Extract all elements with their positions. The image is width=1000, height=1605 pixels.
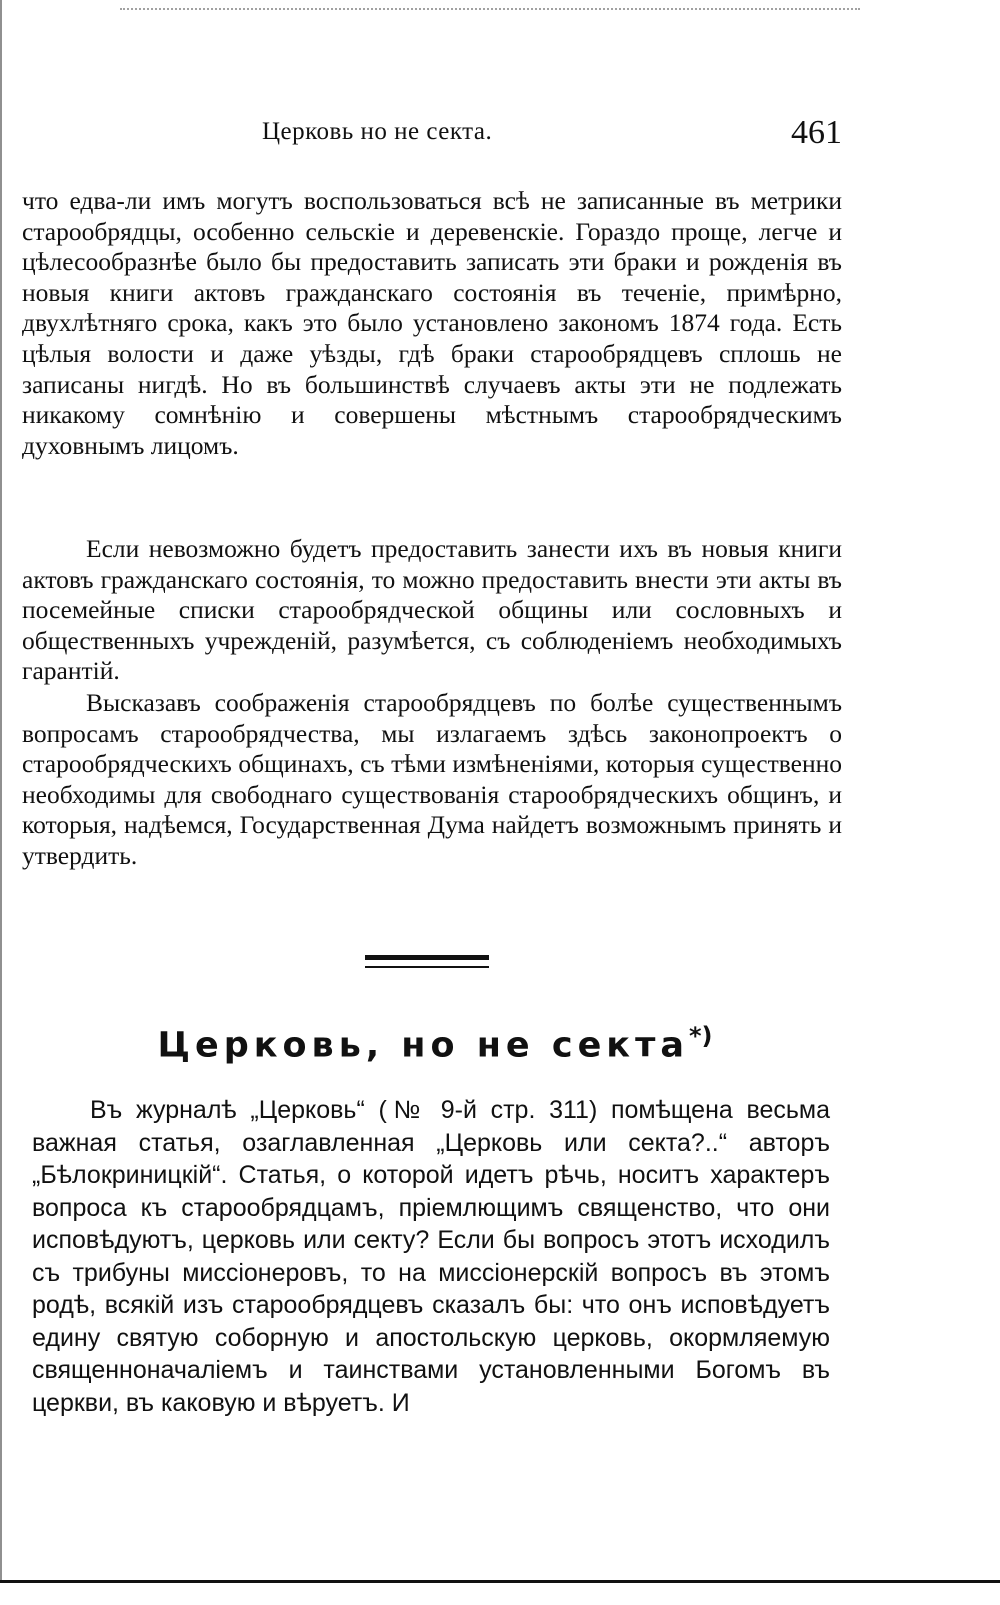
article-title-text: Церковь, но не секта	[157, 1025, 689, 1066]
article-title	[0, 1022, 870, 1066]
article-paragraph: Въ журналѣ „Церковь“ (№ 9-й стр. 311) помѣщена весьма важная статья, озаглавленная „Церковь или секта?..“ авторъ „Бѣлокриницкій“. Статья, о которой идетъ рѣчь, носитъ характеръ вопроса къ старообрядцамъ, пріемлющимъ священство, что они исповѣдуютъ, церковь или секту? Если бы вопросъ этотъ исходилъ съ трибуны миссіонеровъ, то на миссіонерскій вопросъ въ этомъ родѣ, всякій изъ старообрядцевъ сказалъ бы: что онъ исповѣдуетъ едину святую соборную и апостольскую церковь, окормляемую священноначаліемъ и таинствами установленными Богомъ въ церкви, въ каковую и вѣруетъ. И	[32, 1096, 830, 1417]
running-title: Церковь но не секта.	[262, 118, 493, 145]
scan-dots	[120, 8, 860, 10]
footnote-mark: *)	[688, 1022, 713, 1050]
page-left-edge	[0, 0, 2, 1582]
page-number: 461	[791, 114, 842, 151]
section-divider	[365, 955, 489, 968]
page-bottom-edge	[0, 1580, 1000, 1583]
paragraph-1: что едва-ли имъ могутъ воспользоваться всѣ не записанные въ метрики старообрядцы, особенно сельскіе и деревенскіе. Гораздо проще, легче и цѣлесообразнѣе было бы предоставить записать эти браки и рожденія въ новыя книги актовъ гражданскаго состоянія въ теченіе, примѣрно, двухлѣтняго срока, какъ это было установлено закономъ 1874 года. Есть цѣлыя волости и даже уѣзды, гдѣ браки старообрядцевъ сплошь не записаны нигдѣ. Но въ большинствѣ случаевъ акты эти не подлежать никакому сомнѣнію и совершены мѣстнымъ старообрядческимъ духовнымъ лицомъ.	[22, 186, 842, 460]
running-header	[22, 114, 842, 158]
paragraph-3: Высказавъ соображенія старообрядцевъ по болѣе существеннымъ вопросамъ старообрядчества, мы излагаемъ здѣсь законопроектъ о старообрядческихъ общинахъ, съ тѣми измѣненіями, которыя существенно необходимы для свободнаго существованія старообрядческихъ общинъ, и которыя, надѣемся, Государственная Дума найдетъ возможнымъ принять и утвердить.	[22, 688, 842, 870]
paragraph-2: Если невозможно будетъ предоставить занести ихъ въ новыя книги актовъ гражданскаго состоянія, то можно предоставить внести эти акты въ посемейные списки старообрядческой общины или сословныхъ и общественныхъ учрежденій, разумѣется, съ соблюденіемъ необходимыхъ гарантій.	[22, 534, 842, 686]
